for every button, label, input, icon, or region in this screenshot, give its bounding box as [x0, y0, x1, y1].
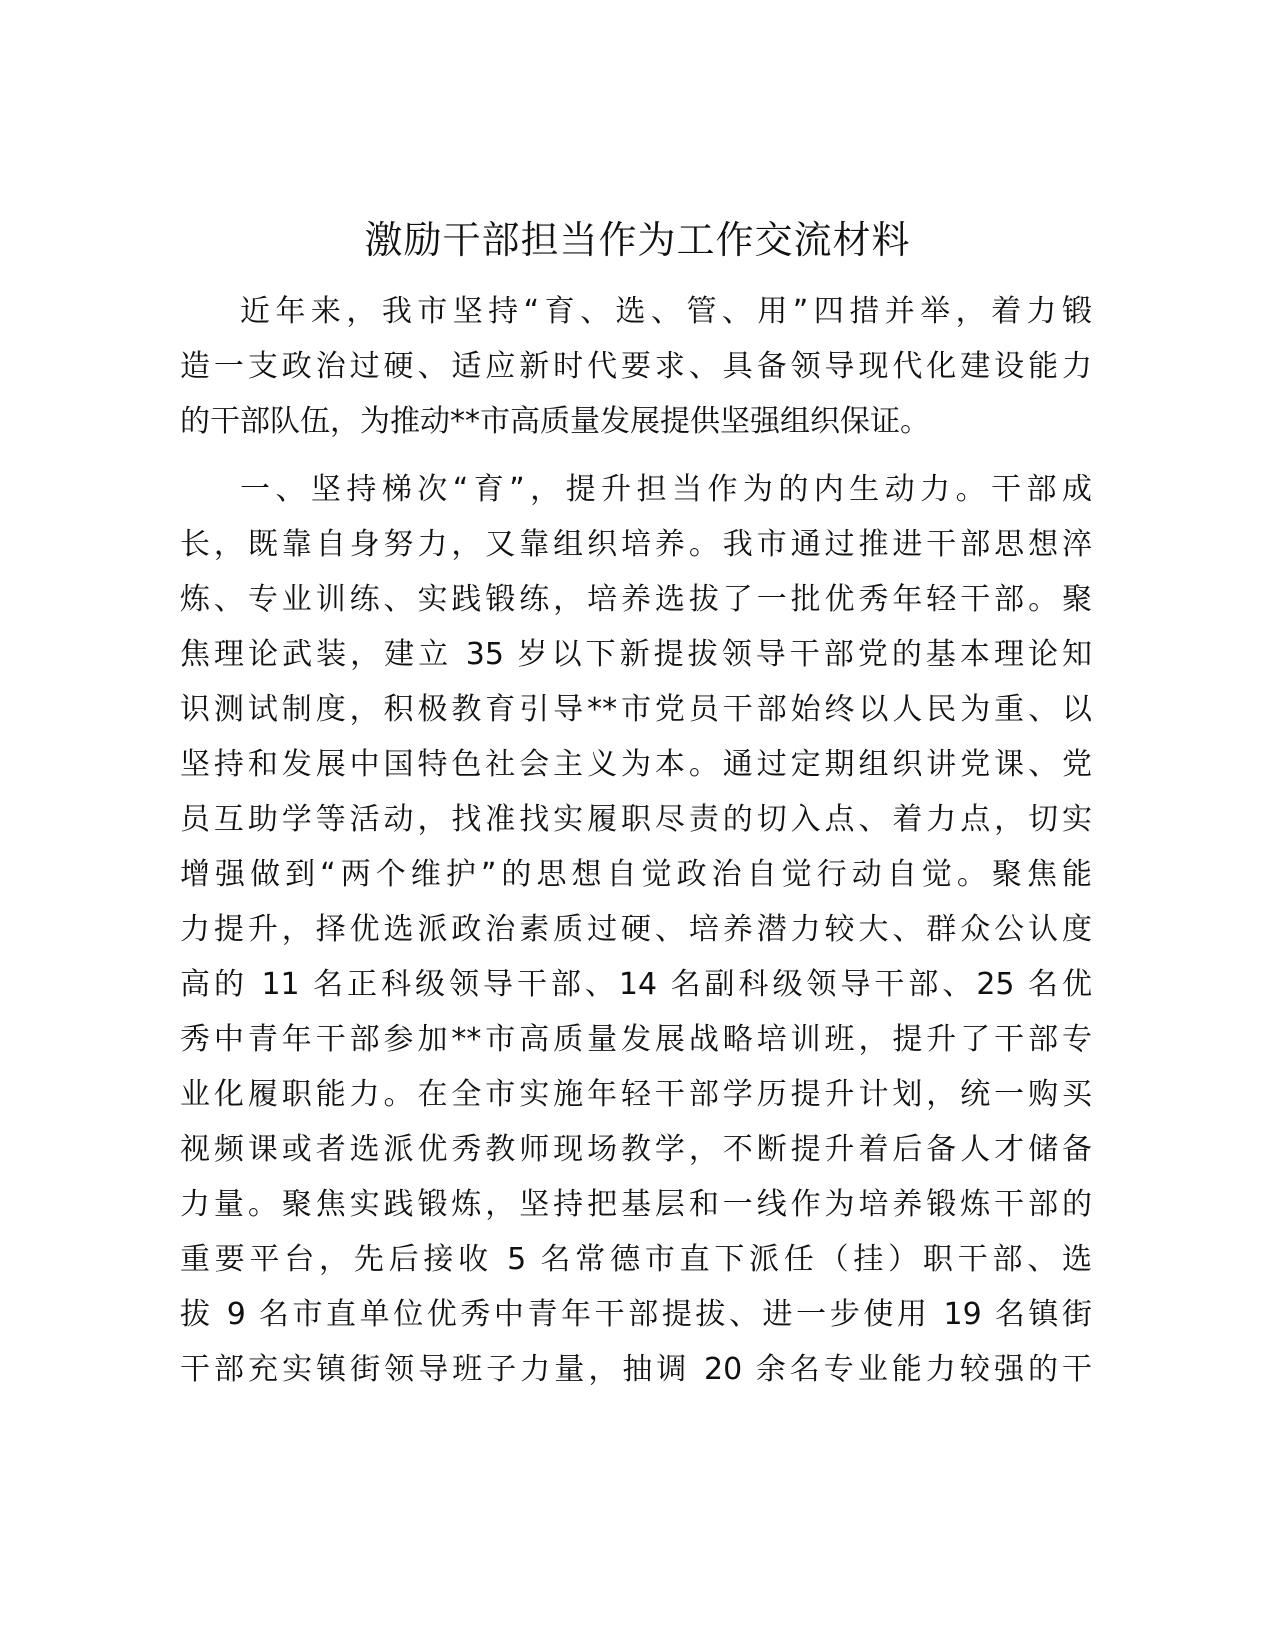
paragraph-2-line-6: 坚持和发展中国特色社会主义为本。通过定期组织讲党课、党	[180, 747, 1092, 782]
paragraph-2-line-3: 炼、专业训练、实践锻练，培养选拔了一批优秀年轻干部。聚	[180, 582, 1092, 617]
paragraph-2-line-4: 焦理论武装，建立 35 岁以下新提拔领导干部党的基本理论知	[180, 637, 1092, 672]
paragraph-2-line-7: 员互助学等活动，找准找实履职尽责的切入点、着力点，切实	[180, 802, 1092, 837]
paragraph-2-line-5: 识测试制度，积极教育引导**市党员干部始终以人民为重、以	[180, 692, 1092, 727]
paragraph-2-line-10: 高的 11 名正科级领导干部、14 名副科级领导干部、25 名优	[180, 967, 1092, 1002]
paragraph-2-line-1: 一、坚持梯次“育”，提升担当作为的内生动力。干部成	[240, 472, 1092, 507]
paragraph-2-line-11: 秀中青年干部参加**市高质量发展战略培训班，提升了干部专	[180, 1022, 1092, 1057]
paragraph-2-line-17: 干部充实镇街领导班子力量，抽调 20 余名专业能力较强的干	[180, 1352, 1092, 1387]
paragraph-2-line-14: 力量。聚焦实践锻炼，坚持把基层和一线作为培养锻炼干部的	[180, 1187, 1092, 1222]
paragraph-2-line-12: 业化履职能力。在全市实施年轻干部学历提升计划，统一购买	[180, 1077, 1092, 1112]
paragraph-2-line-8: 增强做到“两个维护”的思想自觉政治自觉行动自觉。聚焦能	[180, 857, 1092, 892]
paragraph-2-line-15: 重要平台，先后接收 5 名常德市直下派任（挂）职干部、选	[180, 1242, 1092, 1277]
paragraph-2-line-2: 长，既靠自身努力，又靠组织培养。我市通过推进干部思想淬	[180, 527, 1092, 562]
paragraph-1-line-3: 的干部队伍，为推动**市高质量发展提供坚强组织保证。	[180, 404, 930, 439]
paragraph-1-line-2: 造一支政治过硬、适应新时代要求、具备领导现代化建设能力	[180, 349, 1092, 384]
paragraph-2-line-9: 力提升，择优选派政治素质过硬、培养潜力较大、群众公认度	[180, 912, 1092, 947]
document-title: 激励干部担当作为工作交流材料	[364, 218, 911, 262]
paragraph-2-line-13: 视频课或者选派优秀教师现场教学，不断提升着后备人才储备	[180, 1132, 1092, 1167]
paragraph-2-line-16: 拔 9 名市直单位优秀中青年干部提拔、进一步使用 19 名镇街	[180, 1297, 1092, 1332]
paragraph-1-line-1: 近年来，我市坚持“育、选、管、用”四措并举，着力锻	[240, 294, 1092, 329]
